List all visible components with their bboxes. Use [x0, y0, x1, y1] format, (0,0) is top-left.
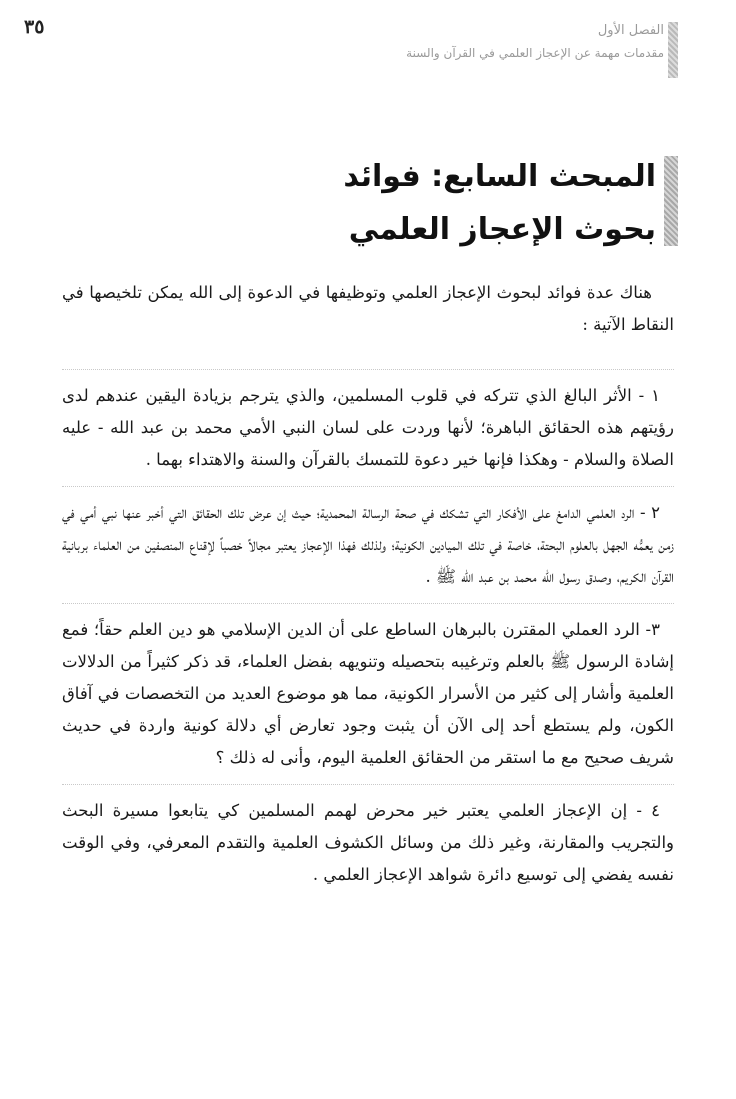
title-decorative-bar	[664, 156, 678, 246]
point-4-paragraph: ٤ - إن الإعجاز العلمي يعتبر خير محرض لهمم المسلمين كي يتابعوا مسيرة البحث والتجريب والمقارنة، وغير ذلك من وسائل الكشوف العلمية والتقدم المعرفي، وفي الوقت نفسه يفضي إلى توسيع دائرة شواهد الإعجاز العلمي .	[62, 801, 674, 884]
chapter-label: الفصل الأول	[597, 23, 664, 38]
point-1-paragraph: ١ - الأثر البالغ الذي تتركه في قلوب المسلمين، والذي يترجم بزيادة اليقين عندهم لدى رؤيتهم هذه الحقائق الباهرة؛ لأنها وردت على لسان النبي الأمي محمد بن عبد الله - عليه الصلاة والسلام - وهكذا فإنها خير دعوة للتمسك بالقرآن والسنة والاهتداء بهما .	[62, 386, 674, 469]
intro-paragraph: هناك عدة فوائد لبحوث الإعجاز العلمي وتوظيفها في الدعوة إلى الله يمكن تلخيصها في النقاط الآتية :	[62, 283, 674, 334]
section-title-line-2: بحوث الإعجاز العلمي	[348, 212, 656, 247]
chapter-subtitle: مقدمات مهمة عن الإعجاز العلمي في القرآن والسنة	[406, 46, 664, 60]
divider	[62, 486, 674, 487]
divider	[62, 784, 674, 785]
divider	[62, 603, 674, 604]
point-3-paragraph: ٣- الرد العملي المقترن بالبرهان الساطع على أن الدين الإسلامي هو دين العلم حقاً؛ فمع إشادة الرسول ﷺ بالعلم وترغيبه بتحصيله وتنويهه بفضل العلماء، قد ذكر كثيراً من الدلالات العلمية وأشار إلى كثير من الأسرار الكونية، مما هو موضوع العديد من التخصصات في آفاق الكون، ولم يستطع أحد إلى الآن أن يثبت وجود تعارض أي دلالة كونية واردة في حديث شريف صحيح مع ما استقر من الحقائق العلمية اليوم، وأنى له ذلك ؟	[62, 620, 674, 767]
page-number: ٣٥	[24, 16, 45, 38]
body-text	[62, 277, 674, 891]
section-title	[296, 150, 656, 256]
section-title-line-1: المبحث السابع: فوائد	[343, 159, 656, 194]
point-2-paragraph: ٢ - الرد العلمي الدامغ على الأفكار التي تشكك في صحة الرسالة المحمدية؛ حيث إن عرض تلك الحقائق التي أخبر عنها نبي أمي في زمن يعمُّه الجهل بالعلوم البحتة، خاصة في تلك الميادين الكونية؛ ولذلك فهذا الإعجاز يعتبر مجالاً خصباً لإقناع المنصفين من العلماء بربانية القرآن الكريم، وصدق رسول الله محمد بن عبد الله ﷺ .	[62, 503, 674, 586]
header-decorative-bar	[668, 22, 678, 78]
divider	[62, 369, 674, 370]
running-header	[364, 20, 664, 64]
